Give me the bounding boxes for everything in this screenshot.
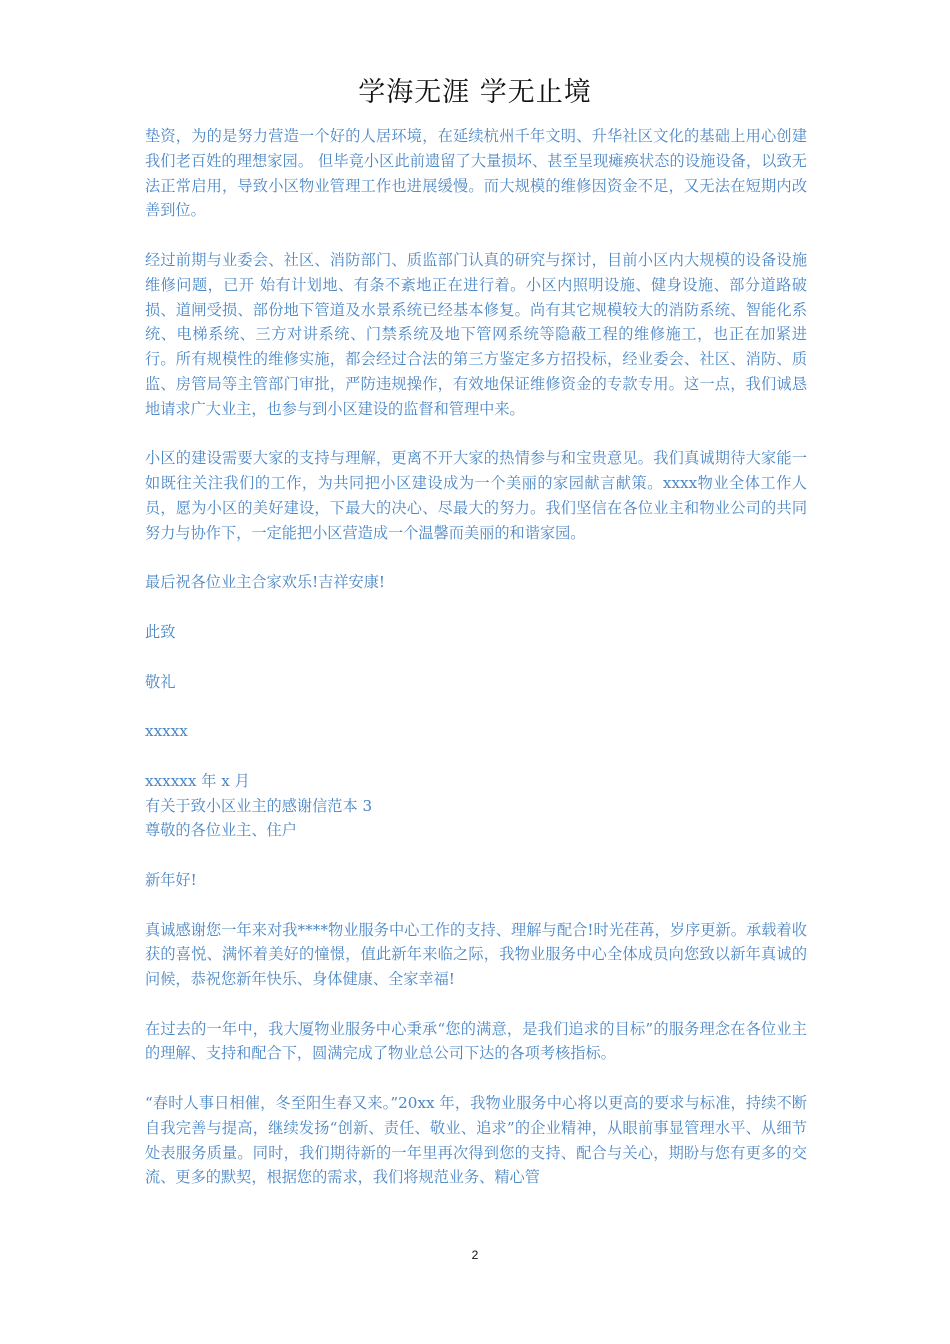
document-body — [145, 124, 807, 1215]
greeting-new-year: 新年好! — [145, 870, 197, 889]
paragraph-thanks: 真诚感谢您一年来对我****物业服务中心工作的支持、理解与配合!时光荏苒，岁序更新。承载着收获的喜悦、满怀着美好的憧憬，值此新年来临之际，我物业服务中心全体成员向您致以新年真诚的问候，恭祝您新年快乐、身体健康、全家幸福! — [145, 920, 807, 989]
paragraph-past-year: 在过去的一年中，我大厦物业服务中心秉承“您的满意，是我们追求的目标”的服务理念在各位业主的理解、支持和配合下，圆满完成了物业总公司下达的各项考核指标。 — [145, 1019, 807, 1063]
paragraph-maintenance: 经过前期与业委会、社区、消防部门、质监部门认真的研究与探讨，目前小区内大规模的设备设施维修问题，已开 始有计划地、有条不紊地正在进行着。小区内照明设施、健身设施、部分道路破损、道闸受损、部份地下管道及水景系统已经基本修复。尚有其它规模较大的消防系统、智能化系统、电梯系统、三方对讲系统、门禁系统及地下管网系统等隐蔽工程的维修施工，也正在加紧进行。所有规模性的维修实施，都会经过合法的第三方鉴定多方招投标，经业委会、社区、消防、质监、房管局等主管部门审批，严防违规操作，有效地保证维修资金的专款专用。这一点，我们诚恳地请求广大业主，也参与到小区建设的监督和管理中来。 — [145, 250, 807, 418]
paragraph-wishes: 最后祝各位业主合家欢乐!吉祥安康! — [145, 573, 386, 592]
paragraph-new-year-plan: “春时人事日相催，冬至阳生春又来。”20xx 年，我物业服务中心将以更高的要求与标准，持续不断自我完善与提高，继续发扬“创新、责任、敬业、追求”的企业精神，从眼前事显管理水平、从细节处表服务质量。同时，我们期待新的一年里再次得到您的支持、配合与关心，期盼与您有更多的交流、更多的默契，根据您的需求，我们将规范业务、精心管 — [145, 1094, 807, 1187]
letter-date: xxxxxx 年 x 月 — [145, 771, 250, 790]
closing-jingli: 敬礼 — [145, 672, 176, 691]
page-number: 2 — [471, 1248, 479, 1262]
letter-sample-title: 有关于致小区业主的感谢信范本 3 — [145, 796, 373, 815]
paragraph-funding: 垫资，为的是努力营造一个好的人居环境，在延续杭州千年文明、升华社区文化的基础上用心创建我们老百姓的理想家园。 但毕竟小区此前遗留了大量损坏、甚至呈现瘫痪状态的设施设备，以致无法正常启用，导致小区物业管理工作也进展缓慢。而大规模的维修因资金不足，又无法在短期内改善到位。 — [145, 127, 807, 220]
letter-salutation: 尊敬的各位业主、住户 — [145, 821, 297, 840]
page-header-title: 学海无涯 学无止境 — [358, 77, 592, 108]
closing-cizhi: 此致 — [145, 622, 176, 641]
paragraph-support: 小区的建设需要大家的支持与理解，更离不开大家的热情参与和宝贵意见。我们真诚期待大家能一如既往关注我们的工作，为共同把小区建设成为一个美丽的家园献言献策。xxxx物业全体工作人员，愿为小区的美好建设，下最大的决心、尽最大的努力。我们坚信在各位业主和物业公司的共同努力与协作下，一定能把小区营造成一个温馨而美丽的和谐家园。 — [145, 449, 807, 542]
signature: xxxxx — [145, 722, 188, 741]
